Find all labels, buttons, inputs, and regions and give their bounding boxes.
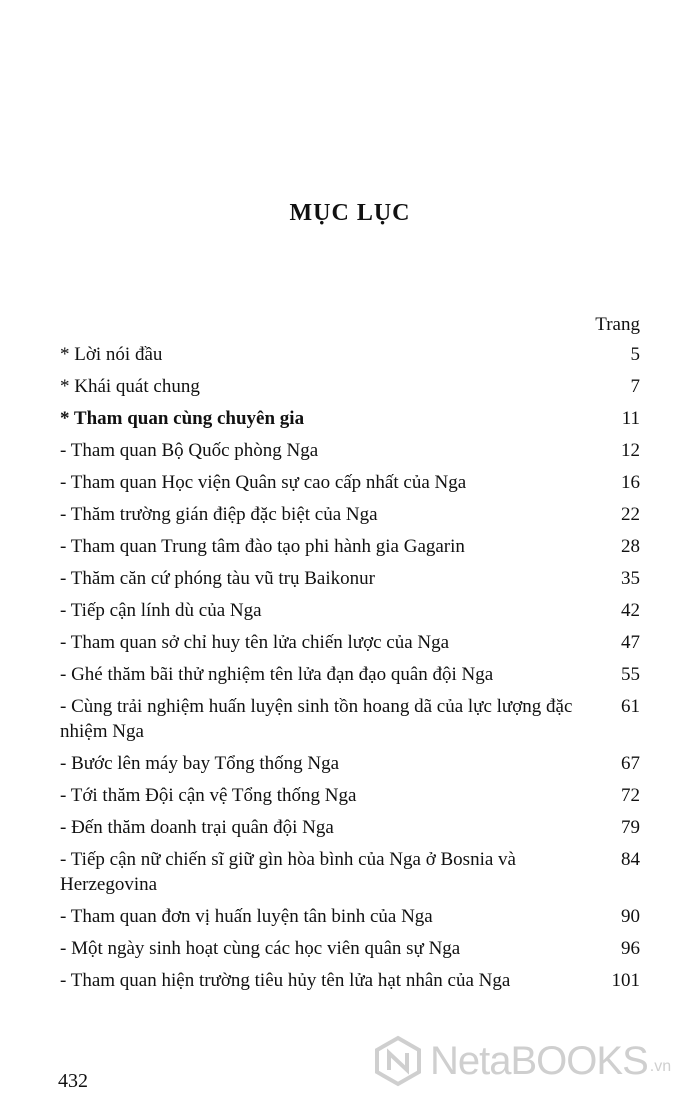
toc-entry-page: 7: [630, 376, 640, 397]
netabooks-logo-icon: [372, 1035, 424, 1087]
toc-entry-label: * Lời nói đầu: [60, 344, 163, 365]
toc-entry-label: - Tham quan hiện trường tiêu hủy tên lửa hạt nhân của Nga: [60, 970, 511, 991]
toc-entry-page: 16: [621, 472, 640, 493]
toc-entry: [60, 406, 640, 431]
toc-entry: [60, 847, 640, 897]
toc-entry: [60, 502, 640, 527]
toc-entry-page: 12: [621, 440, 640, 461]
toc-entry: [60, 438, 640, 463]
page-title: MỤC LỤC: [289, 200, 411, 226]
toc-entry-page: 61: [621, 696, 640, 717]
toc-entry: [60, 968, 640, 993]
toc-entry: [60, 566, 640, 591]
toc-entry-label: * Khái quát chung: [60, 376, 200, 397]
toc-entry: [60, 342, 640, 367]
toc-entry-label: - Tham quan đơn vị huấn luyện tân binh của Nga: [60, 906, 433, 927]
toc-entry-page: 35: [621, 568, 640, 589]
toc-entry-page: 67: [621, 753, 640, 774]
toc-entry-label: - Đến thăm doanh trại quân đội Nga: [60, 817, 334, 838]
watermark-text: NetaBOOKS: [430, 1038, 648, 1083]
page-number: 432: [58, 1070, 88, 1092]
toc-entry: [60, 534, 640, 559]
toc-entry: [60, 936, 640, 961]
toc-entry: [60, 662, 640, 687]
toc-entry-page: 79: [621, 817, 640, 838]
toc-entry: [60, 904, 640, 929]
toc-entry-label: - Tham quan sở chỉ huy tên lửa chiến lược của Nga: [60, 632, 450, 653]
page-column-header: Trang: [595, 314, 640, 335]
toc-entry-label: - Tham quan Bộ Quốc phòng Nga: [60, 440, 319, 461]
toc-entry-label: - Thăm trường gián điệp đặc biệt của Nga: [60, 504, 378, 525]
toc-entry-label: - Tới thăm Đội cận vệ Tổng thống Nga: [60, 785, 357, 806]
toc-list: [60, 342, 640, 993]
toc-entry: [60, 374, 640, 399]
toc-entry-label: * Tham quan cùng chuyên gia: [60, 408, 305, 429]
toc-entry-page: 11: [621, 408, 640, 429]
toc-entry-page: 84: [621, 849, 640, 870]
toc-entry: [60, 783, 640, 808]
toc-entry: [60, 630, 640, 655]
toc-entry-page: 90: [621, 906, 640, 927]
toc-entry-page: 101: [611, 970, 640, 991]
toc-entry-label: - Tham quan Trung tâm đào tạo phi hành gia Gagarin: [60, 536, 465, 557]
toc-entry-label: - Một ngày sinh hoạt cùng các học viên quân sự Nga: [60, 938, 461, 959]
toc-entry-page: 22: [621, 504, 640, 525]
toc-entry: [60, 751, 640, 776]
toc-entry-label: - Cùng trải nghiệm huấn luyện sinh tồn hoang dã của lực lượng đặc nhiệm Nga: [60, 696, 573, 742]
toc-entry: [60, 598, 640, 623]
toc-entry-label: - Tham quan Học viện Quân sự cao cấp nhất của Nga: [60, 472, 467, 493]
toc-entry: [60, 470, 640, 495]
toc-entry-label: - Bước lên máy bay Tổng thống Nga: [60, 753, 340, 774]
watermark: [372, 1035, 671, 1087]
toc-entry-label: - Ghé thăm bãi thử nghiệm tên lửa đạn đạo quân đội Nga: [60, 664, 494, 685]
toc-entry-page: 5: [630, 344, 640, 365]
toc-entry-page: 42: [621, 600, 640, 621]
toc-entry-page: 72: [621, 785, 640, 806]
toc-entry-label: - Tiếp cận lính dù của Nga: [60, 600, 262, 621]
toc-entry-label: - Tiếp cận nữ chiến sĩ giữ gìn hòa bình của Nga ở Bosnia và Herzegovina: [60, 849, 516, 895]
toc-entry-page: 28: [621, 536, 640, 557]
toc-entry-page: 55: [621, 664, 640, 685]
toc-entry: [60, 815, 640, 840]
toc-entry-label: - Thăm căn cứ phóng tàu vũ trụ Baikonur: [60, 568, 375, 589]
watermark-suffix: .vn: [649, 1058, 672, 1075]
toc-entry-page: 96: [621, 938, 640, 959]
toc-entry: [60, 694, 640, 744]
toc-entry-page: 47: [621, 632, 640, 653]
table-of-contents: [60, 312, 640, 1000]
